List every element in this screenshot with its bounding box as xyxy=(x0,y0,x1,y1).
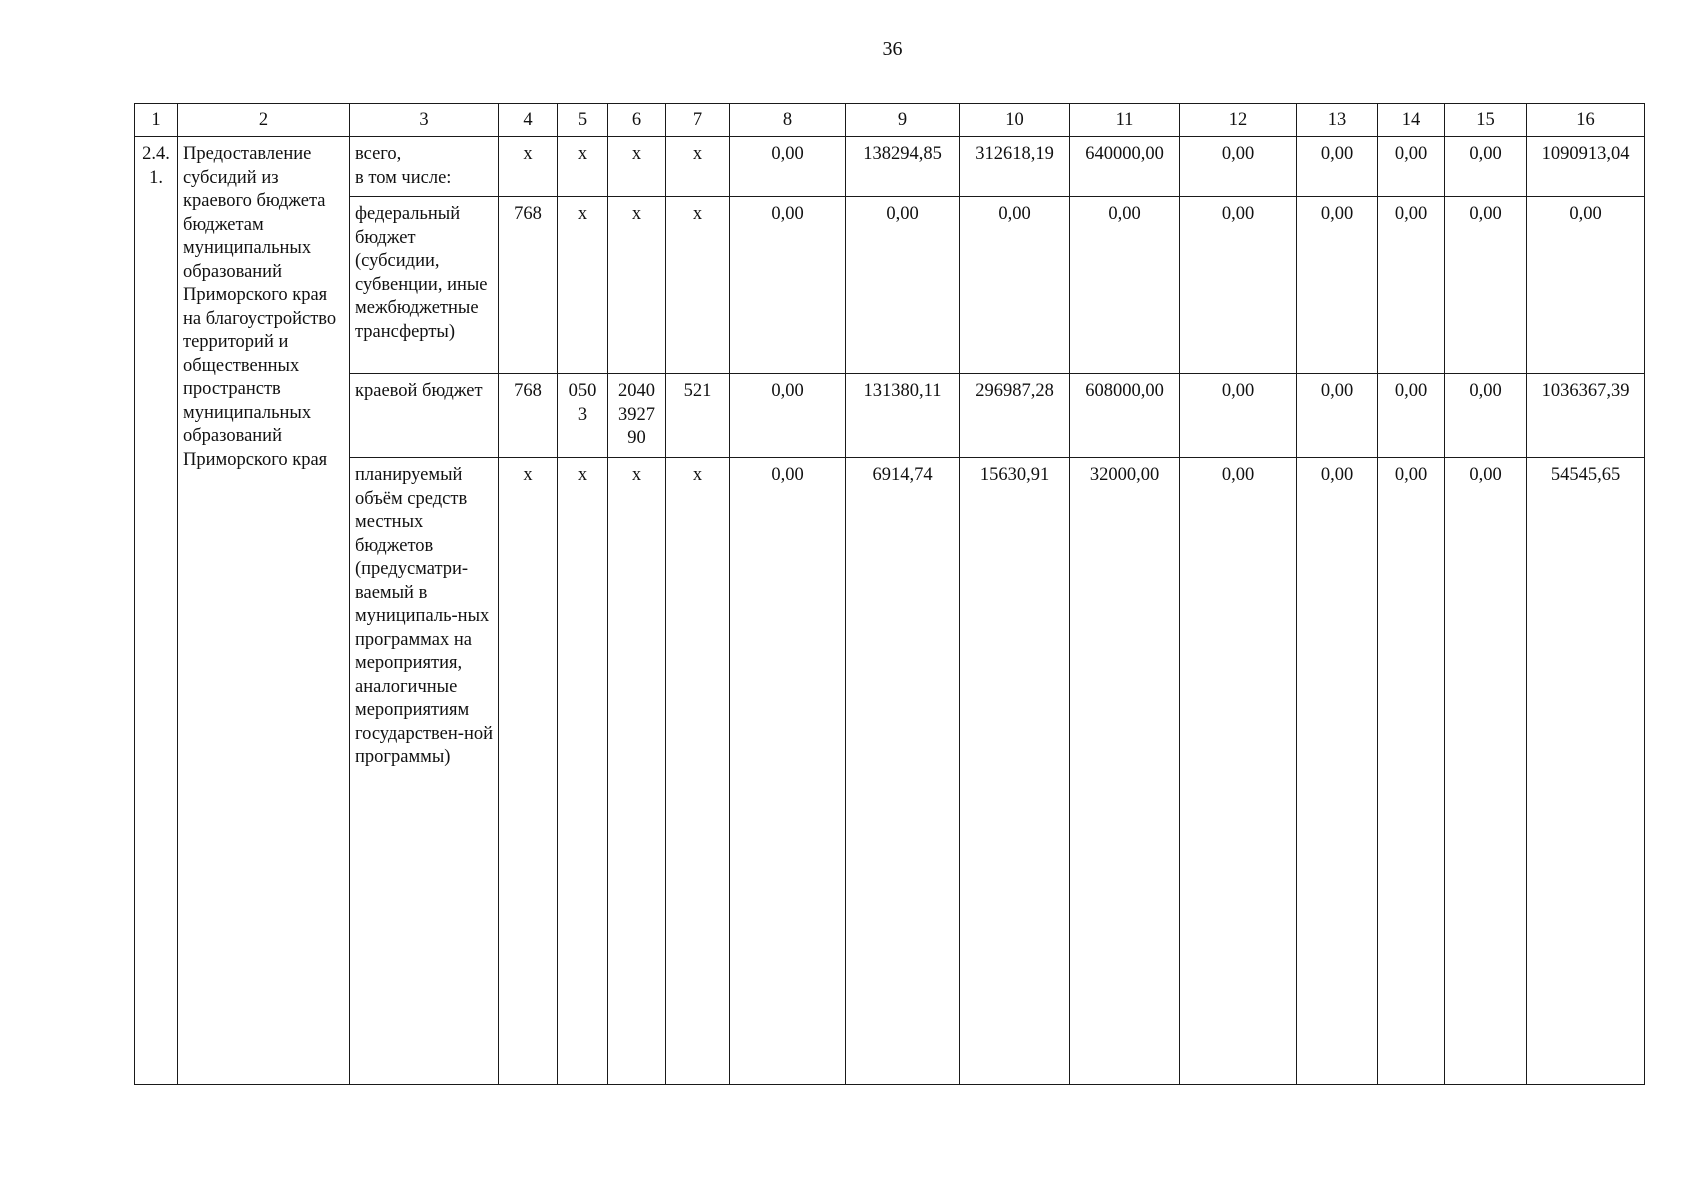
table-cell: 0,00 xyxy=(1445,458,1527,1085)
column-header: 11 xyxy=(1070,104,1180,137)
column-header: 14 xyxy=(1378,104,1445,137)
column-header: 10 xyxy=(960,104,1070,137)
funding-source: планируемый объём средств местных бюджетов (предусматри-ваемый в муниципаль-ных программах на мероприятия, аналогичные мероприятиям государствен-ной программы) xyxy=(350,458,499,1085)
column-header: 5 xyxy=(558,104,608,137)
table-cell: 0,00 xyxy=(1527,197,1645,374)
column-header: 4 xyxy=(499,104,558,137)
table-cell: 0,00 xyxy=(1445,137,1527,197)
table-cell: 0,00 xyxy=(1445,197,1527,374)
funding-source xyxy=(350,137,499,197)
table-cell: x xyxy=(558,137,608,197)
table-cell: 0,00 xyxy=(730,374,846,458)
column-header: 1 xyxy=(135,104,178,137)
header-row xyxy=(135,104,1645,137)
table-row xyxy=(135,374,1645,458)
table-cell: x xyxy=(666,197,730,374)
column-header: 16 xyxy=(1527,104,1645,137)
table-cell: 15630,91 xyxy=(960,458,1070,1085)
funding-source: федеральный бюджет (субсидии, субвенции, иные межбюджетные трансферты) xyxy=(350,197,499,374)
table-cell: 0,00 xyxy=(730,458,846,1085)
column-header: 6 xyxy=(608,104,666,137)
table-cell: x xyxy=(608,458,666,1085)
table-cell: 608000,00 xyxy=(1070,374,1180,458)
table-cell: 0,00 xyxy=(1378,197,1445,374)
table-cell: 768 xyxy=(499,374,558,458)
table-cell: 6914,74 xyxy=(846,458,960,1085)
table-cell: 0,00 xyxy=(1297,197,1378,374)
column-header: 12 xyxy=(1180,104,1297,137)
table-cell: x xyxy=(499,458,558,1085)
table-cell: 296987,28 xyxy=(960,374,1070,458)
table-cell: 54545,65 xyxy=(1527,458,1645,1085)
table-cell: 0,00 xyxy=(1378,137,1445,197)
column-header: 8 xyxy=(730,104,846,137)
column-header: 7 xyxy=(666,104,730,137)
table-cell: 0,00 xyxy=(1180,197,1297,374)
funding-source-text: всего, в том числе: xyxy=(355,144,452,188)
section-code: 050 3 xyxy=(568,381,597,425)
table-cell: 0,00 xyxy=(1070,197,1180,374)
table-cell: x xyxy=(608,137,666,197)
target-article-code: 2040 3927 90 xyxy=(618,381,655,448)
table-cell: x xyxy=(499,137,558,197)
table-cell: 0,00 xyxy=(1378,458,1445,1085)
table-cell: 0,00 xyxy=(1378,374,1445,458)
table-cell: 0,00 xyxy=(1445,374,1527,458)
table-cell: 32000,00 xyxy=(1070,458,1180,1085)
table-cell: x xyxy=(666,137,730,197)
funding-source: краевой бюджет xyxy=(350,374,499,458)
item-number xyxy=(135,137,178,1085)
table-cell: 0,00 xyxy=(1297,374,1378,458)
column-header: 2 xyxy=(178,104,350,137)
table-cell xyxy=(558,374,608,458)
table-cell: 1036367,39 xyxy=(1527,374,1645,458)
table-cell: 138294,85 xyxy=(846,137,960,197)
table-cell: x xyxy=(558,458,608,1085)
table-cell: 0,00 xyxy=(846,197,960,374)
table-row xyxy=(135,137,1645,197)
page-number: 36 xyxy=(882,38,903,60)
column-header: 15 xyxy=(1445,104,1527,137)
table-cell: 0,00 xyxy=(1297,137,1378,197)
table-cell: x xyxy=(558,197,608,374)
table-cell: 0,00 xyxy=(1180,458,1297,1085)
table-cell: 0,00 xyxy=(730,197,846,374)
table-row xyxy=(135,197,1645,374)
table-cell: 1090913,04 xyxy=(1527,137,1645,197)
table-cell: 0,00 xyxy=(730,137,846,197)
table-row xyxy=(135,458,1645,1085)
table-cell: 312618,19 xyxy=(960,137,1070,197)
budget-table xyxy=(134,103,1645,1085)
item-name-text: Предоставление субсидий из краевого бюджета бюджетам муниципальных образований Приморского края на благоустройство территорий и общественных пространств муниципальных образований Приморского края xyxy=(183,144,337,470)
table-cell xyxy=(608,374,666,458)
item-name xyxy=(178,137,350,1085)
table-cell: 521 xyxy=(666,374,730,458)
column-header: 13 xyxy=(1297,104,1378,137)
item-number-text: 2.4. 1. xyxy=(142,144,170,188)
table-cell: 0,00 xyxy=(960,197,1070,374)
column-header: 9 xyxy=(846,104,960,137)
table-cell: 0,00 xyxy=(1180,137,1297,197)
table-cell: x xyxy=(666,458,730,1085)
table-cell: 131380,11 xyxy=(846,374,960,458)
table-cell: 0,00 xyxy=(1180,374,1297,458)
table-cell: 0,00 xyxy=(1297,458,1378,1085)
table-cell: x xyxy=(608,197,666,374)
table-cell: 640000,00 xyxy=(1070,137,1180,197)
column-header: 3 xyxy=(350,104,499,137)
table-cell: 768 xyxy=(499,197,558,374)
